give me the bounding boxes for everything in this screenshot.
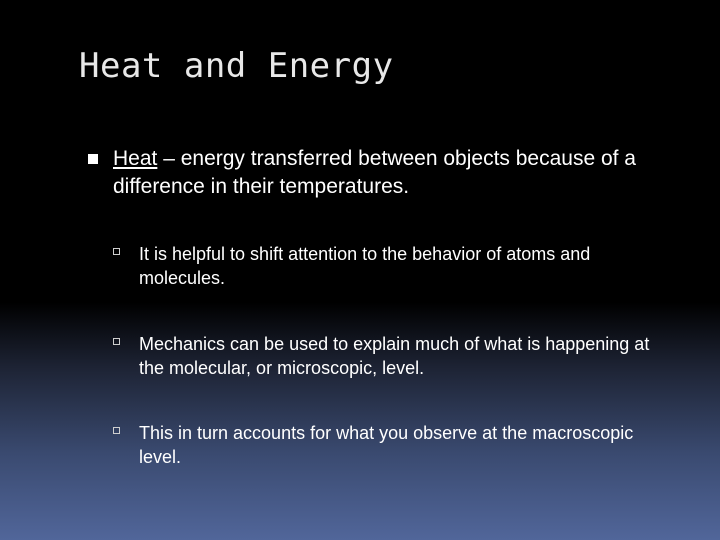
main-bullet-term: Heat — [113, 147, 158, 170]
hollow-square-bullet-icon — [113, 427, 120, 434]
square-bullet-icon — [88, 154, 98, 164]
slide-title: Heat and Energy — [79, 46, 394, 86]
sub-bullet — [113, 242, 673, 290]
hollow-square-bullet-icon — [113, 248, 120, 255]
sub-bullet — [113, 332, 673, 380]
main-bullet-definition: – energy transferred between objects because of a difference in their temperatures. — [113, 147, 636, 198]
sub-bullet — [113, 421, 673, 469]
main-bullet — [88, 145, 648, 201]
sub-bullet-text: Mechanics can be used to explain much of what is happening at the molecular, or microscopic, level. — [139, 334, 650, 378]
main-bullet-text — [113, 145, 648, 201]
sub-bullet-text: It is helpful to shift attention to the behavior of atoms and molecules. — [139, 244, 591, 288]
sub-bullet-text: This in turn accounts for what you observe at the macroscopic level. — [139, 423, 634, 467]
hollow-square-bullet-icon — [113, 338, 120, 345]
